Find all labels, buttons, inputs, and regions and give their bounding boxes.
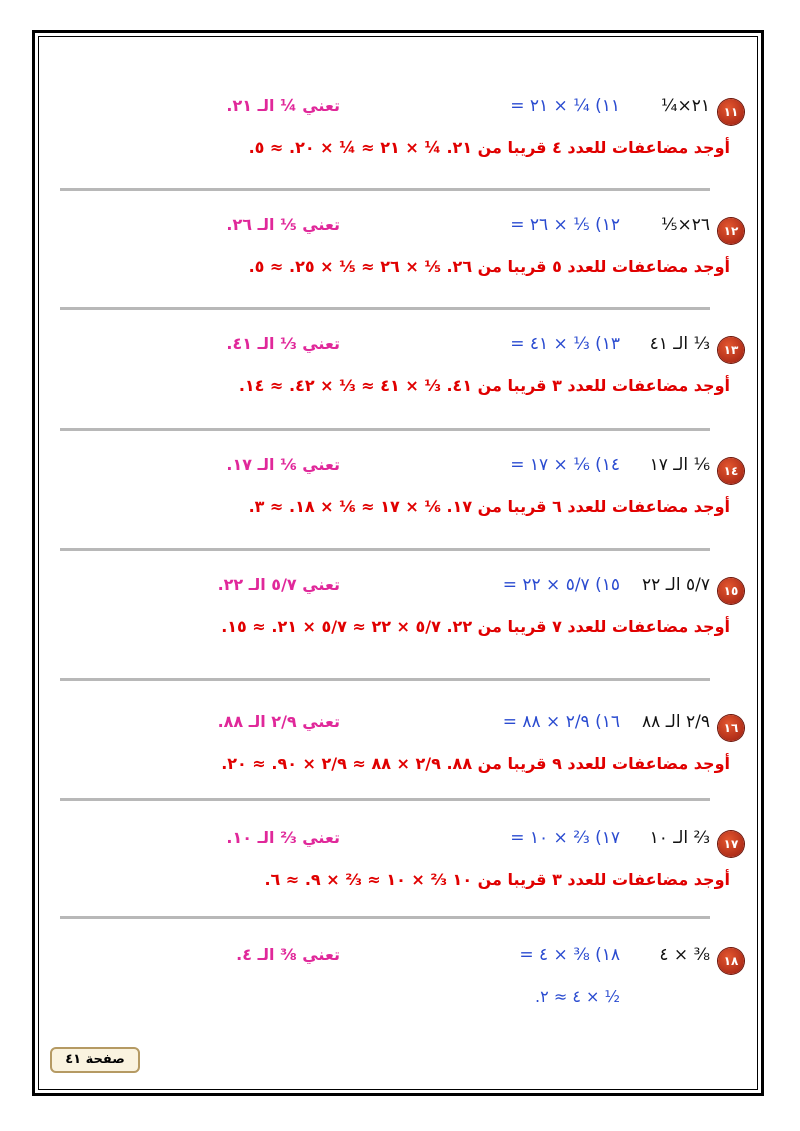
exercise-meaning: تعني ⅓ الـ ٤١. bbox=[226, 334, 340, 353]
exercise-expression: ⅓ الـ ٤١ bbox=[649, 334, 710, 354]
exercise-explanation: أوجد مضاعفات للعدد ٦ قريبا من ١٧. ⅙ × ١٧ ≈ ⅙ × ١٨. ≈ ٣. bbox=[248, 497, 730, 516]
exercise-number-badge: ١٣ bbox=[718, 337, 744, 363]
exercise-number-badge: ١٦ bbox=[718, 715, 744, 741]
exercise-calculation: ١٤) ⅙ × ١٧ = bbox=[510, 455, 620, 475]
exercise-calculation: ١٣) ⅓ × ٤١ = bbox=[510, 334, 620, 354]
exercise-expression: ⅜ × ٤ bbox=[659, 945, 710, 965]
exercise-calculation: ١١) ¼ × ٢١ = bbox=[510, 96, 620, 116]
exercise-number-badge: ١٧ bbox=[718, 831, 744, 857]
exercise-meaning: تعني ¼ الـ ٢١. bbox=[226, 96, 340, 115]
exercise-number-badge: ١٤ bbox=[718, 458, 744, 484]
exercise-row bbox=[40, 684, 758, 794]
exercise-meaning: تعني ٥/٧ الـ ٢٢. bbox=[217, 575, 340, 594]
exercise-calculation: ١٥) ٥/٧ × ٢٢ = bbox=[502, 575, 620, 595]
exercise-expression: ⅔ الـ ١٠ bbox=[649, 828, 710, 848]
exercise-meaning: تعني ⅙ الـ ١٧. bbox=[226, 455, 340, 474]
exercise-row bbox=[40, 68, 758, 178]
exercise-explanation: أوجد مضاعفات للعدد ٩ قريبا من ٨٨. ٢/٩ × ٨٨ ≈ ٢/٩ × ٩٠. ≈ ٢٠. bbox=[221, 754, 730, 773]
exercise-row bbox=[40, 306, 758, 416]
exercise-explanation: أوجد مضاعفات للعدد ٣ قريبا من ٤١. ⅓ × ٤١ ≈ ⅓ × ٤٢. ≈ ١٤. bbox=[238, 376, 730, 395]
exercise-explanation: أوجد مضاعفات للعدد ٥ قريبا من ٢٦. ⅕ × ٢٦ ≈ ⅕ × ٢٥. ≈ ٥. bbox=[248, 257, 730, 276]
exercise-calculation: ١٢) ⅕ × ٢٦ = bbox=[510, 215, 620, 235]
row-divider bbox=[60, 678, 710, 681]
exercise-expression: ٢١×¼ bbox=[661, 96, 710, 116]
exercise-calculation: ١٦) ٢/٩ × ٨٨ = bbox=[502, 712, 620, 732]
exercise-explanation: أوجد مضاعفات للعدد ٤ قريبا من ٢١. ¼ × ٢١ ≈ ¼ × ٢٠. ≈ ٥. bbox=[248, 138, 730, 157]
page-number-label: صفحة ٤١ bbox=[50, 1047, 140, 1073]
exercise-expression: ٢٦×⅕ bbox=[661, 215, 710, 235]
exercise-number-badge: ١٨ bbox=[718, 948, 744, 974]
exercise-row bbox=[40, 187, 758, 297]
exercise-calculation: ١٨) ⅜ × ٤ = bbox=[519, 945, 620, 965]
exercise-meaning: تعني ⅕ الـ ٢٦. bbox=[226, 215, 340, 234]
exercise-row bbox=[40, 427, 758, 537]
exercise-explanation: أوجد مضاعفات للعدد ٧ قريبا من ٢٢. ٥/٧ × ٢٢ ≈ ٥/٧ × ٢١. ≈ ١٥. bbox=[221, 617, 730, 636]
exercise-expression: ٢/٩ الـ ٨٨ bbox=[642, 712, 710, 732]
exercise-number-badge: ١٥ bbox=[718, 578, 744, 604]
exercise-row bbox=[40, 800, 758, 910]
exercise-meaning: تعني ⅔ الـ ١٠. bbox=[226, 828, 340, 847]
exercise-meaning: تعني ⅜ الـ ٤. bbox=[236, 945, 340, 964]
exercise-number-badge: ١١ bbox=[718, 99, 744, 125]
exercise-expression: ⅙ الـ ١٧ bbox=[649, 455, 710, 475]
exercise-expression: ٥/٧ الـ ٢٢ bbox=[642, 575, 710, 595]
exercise-explanation: أوجد مضاعفات للعدد ٣ قريبا من ١٠ ⅔ × ١٠ ≈ ⅔ × ٩. ≈ ٦. bbox=[264, 870, 730, 889]
exercise-meaning: تعني ٢/٩ الـ ٨٨. bbox=[217, 712, 340, 731]
exercise-number-badge: ١٢ bbox=[718, 218, 744, 244]
exercise-row bbox=[40, 547, 758, 657]
exercise-calculation: ١٧) ⅔ × ١٠ = bbox=[510, 828, 620, 848]
exercise-row bbox=[40, 917, 758, 1027]
exercise-explanation: ½ × ٤ ≈ ٢. bbox=[535, 987, 620, 1006]
